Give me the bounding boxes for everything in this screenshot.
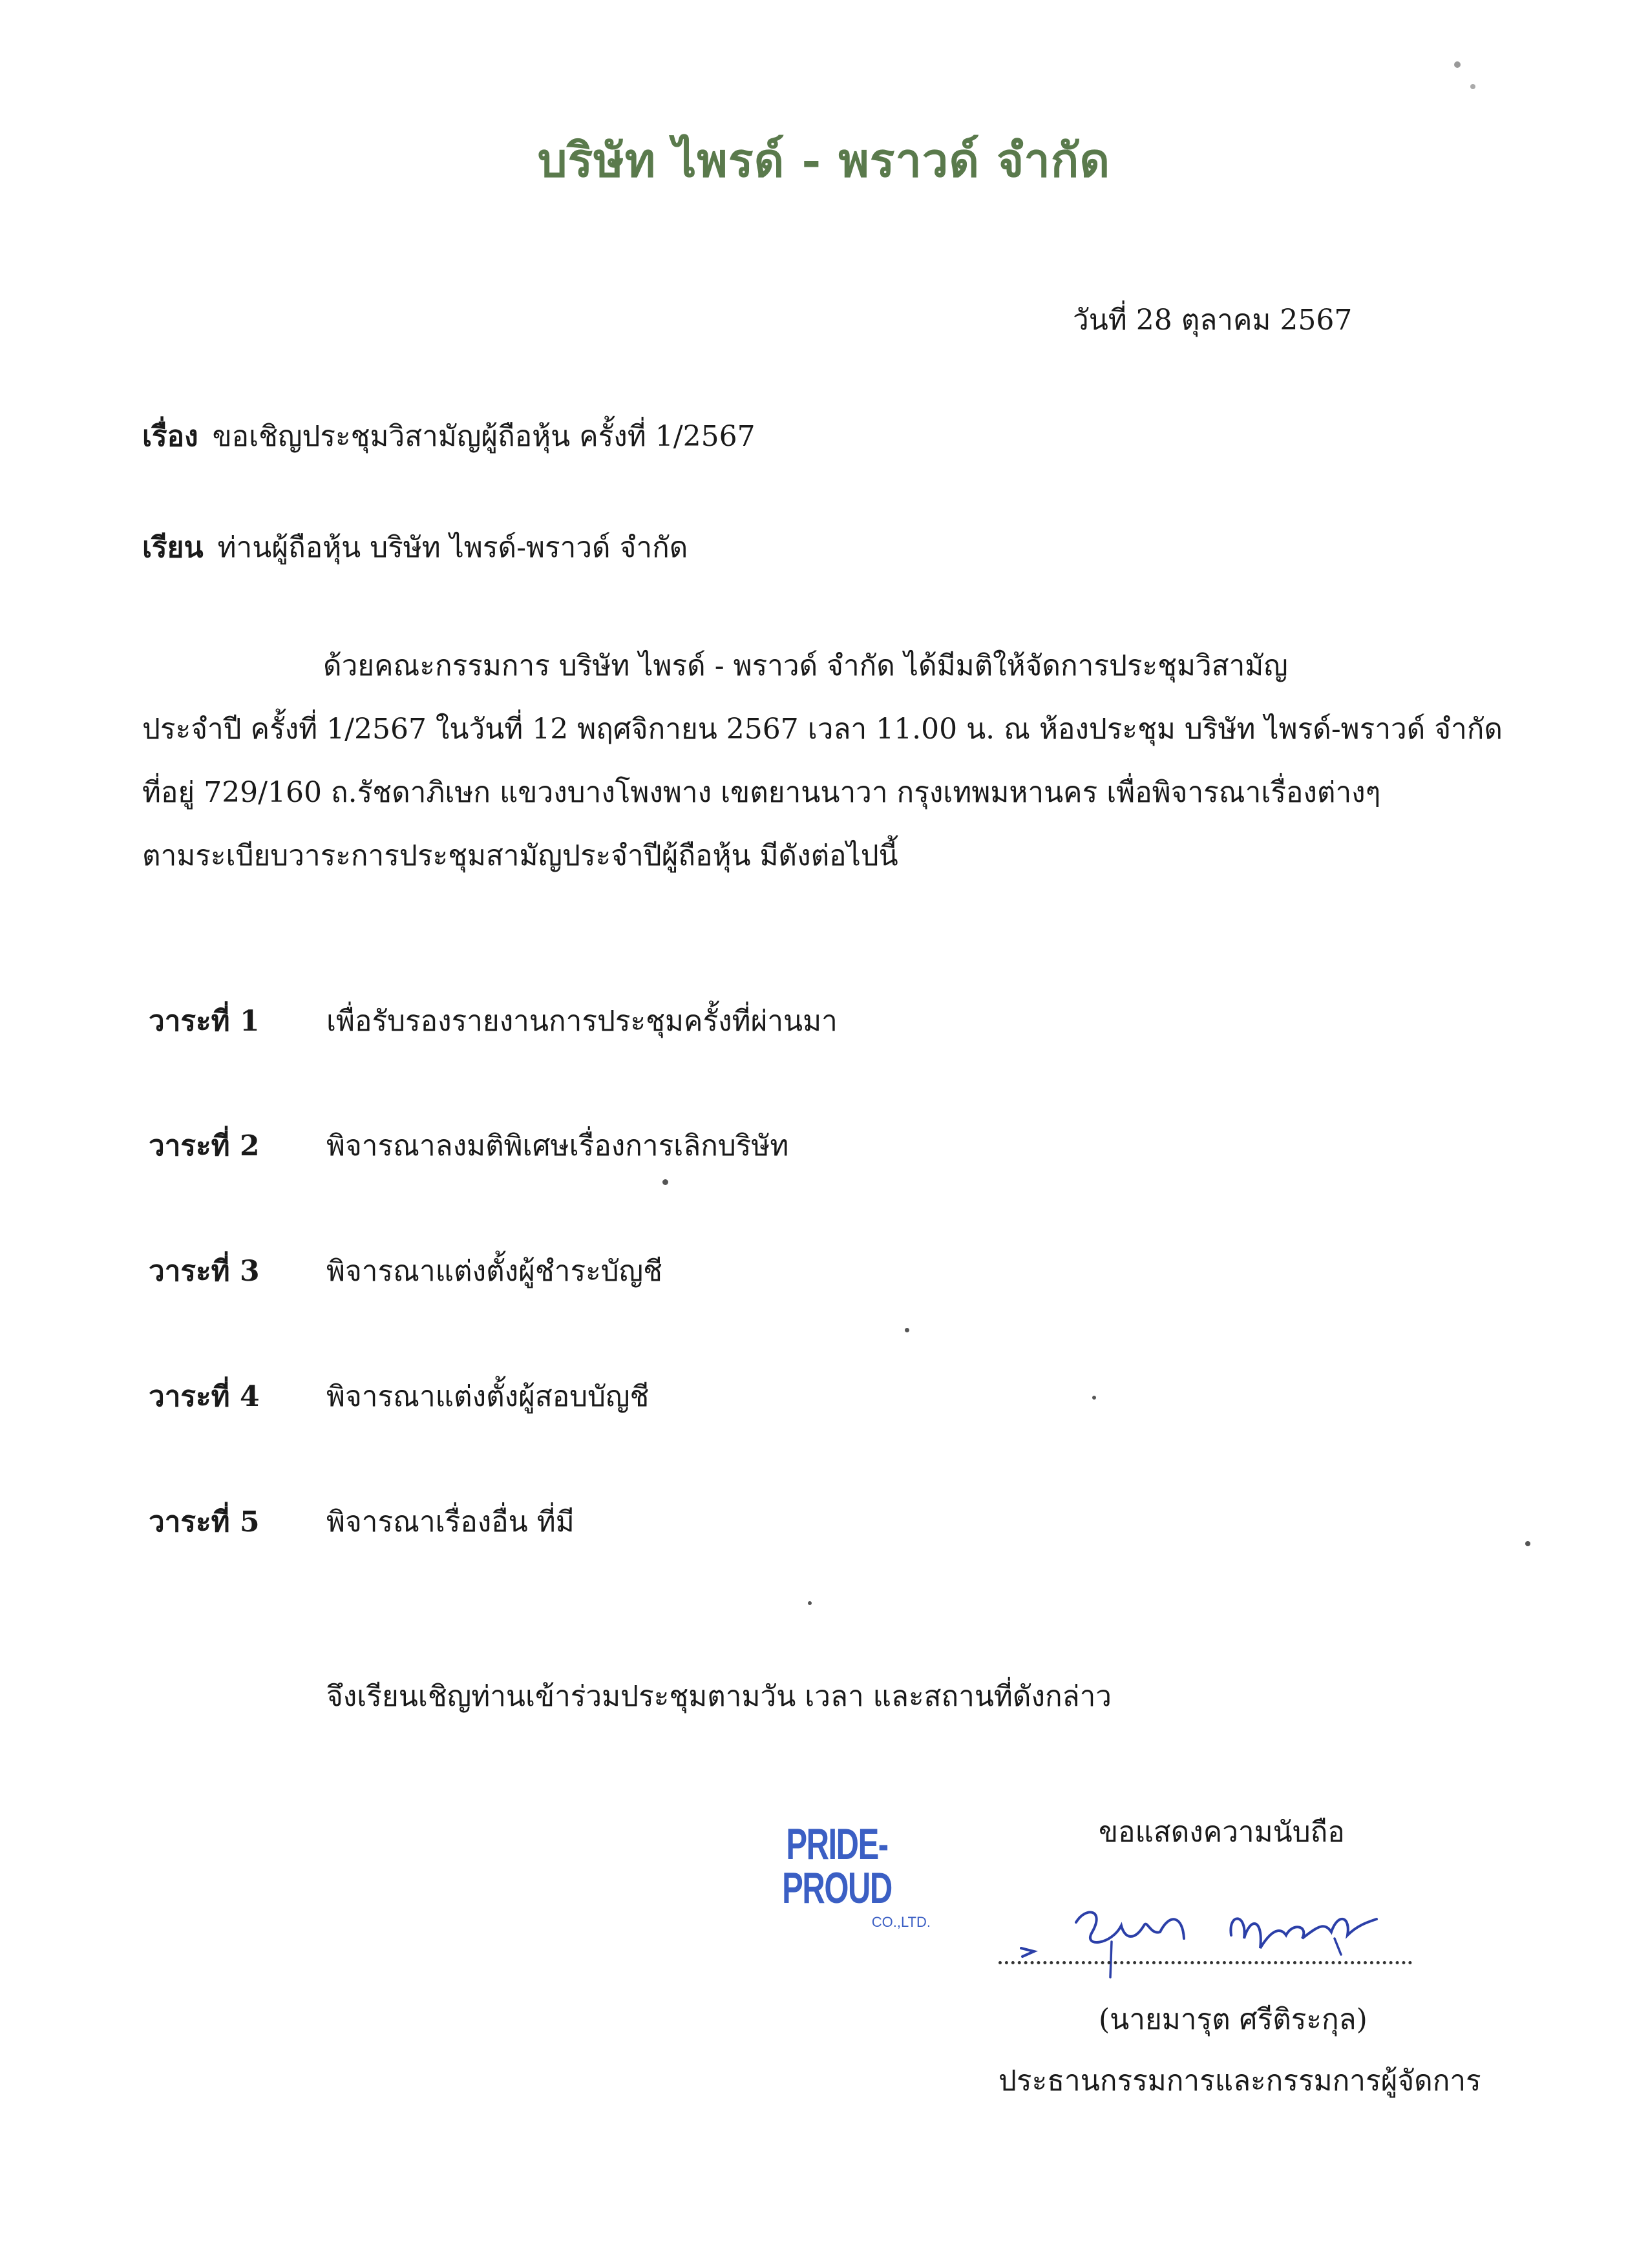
- scan-speck: [1470, 84, 1475, 89]
- agenda-label: วาระที่ 1: [149, 1005, 260, 1038]
- agenda-label: วาระที่ 5: [149, 1506, 260, 1538]
- scan-speck: [808, 1601, 812, 1605]
- scan-speck: [1525, 1541, 1530, 1546]
- agenda-text: เพื่อรับรองรายงานการประชุมครั้งที่ผ่านมา: [326, 1005, 838, 1038]
- recipient-text: ท่านผู้ถือหุ้น บริษัท ไพรด์-พราวด์ จำกัด: [217, 531, 688, 564]
- body-line-4: ตามระเบียบวาระการประชุมสามัญประจำปีผู้ถือหุ้น มีดังต่อไปนี้: [142, 839, 898, 872]
- signature-dotted-line: [998, 1961, 1412, 1964]
- body-line-3: ที่อยู่ 729/160 ถ.รัชดาภิเษก แขวงบางโพงพาง เขตยานนาวา กรุงเทพมหานคร เพื่อพิจารณาเรื่องต่างๆ: [142, 776, 1381, 809]
- agenda-label: วาระที่ 3: [149, 1255, 260, 1288]
- agenda-label: วาระที่ 2: [149, 1129, 260, 1162]
- agenda-text: พิจารณาแต่งตั้งผู้สอบบัญชี: [326, 1380, 650, 1413]
- signer-title: ประธานกรรมการและกรรมการผู้จัดการ: [998, 2064, 1481, 2097]
- company-title: บริษัท ไพรด์ - พราวด์ จำกัด: [537, 132, 1111, 187]
- agenda-text: พิจารณาเรื่องอื่น ที่มี: [326, 1506, 575, 1538]
- handwritten-signature: [1015, 1887, 1415, 1984]
- closing-sentence: จึงเรียนเชิญท่านเข้าร่วมประชุมตามวัน เวลา และสถานที่ดังกล่าว: [326, 1680, 1112, 1713]
- body-line-2: ประจำปี ครั้งที่ 1/2567 ในวันที่ 12 พฤศจิกายน 2567 เวลา 11.00 น. ณ ห้องประชุม บริษัท ไพรด์-พราวด์ จำกัด: [142, 713, 1503, 746]
- scan-speck: [905, 1328, 909, 1332]
- agenda-item-4: [149, 1374, 1441, 1419]
- agenda-item-2: [149, 1123, 1441, 1168]
- agenda-text: พิจารณาแต่งตั้งผู้ชำระบัญชี: [326, 1255, 663, 1288]
- company-stamp: [717, 1822, 956, 1931]
- agenda-text: พิจารณาลงมติพิเศษเรื่องการเลิกบริษัท: [326, 1129, 789, 1162]
- subject-text: ขอเชิญประชุมวิสามัญผู้ถือหุ้น ครั้งที่ 1/2567: [212, 420, 755, 453]
- scan-speck: [1092, 1396, 1096, 1400]
- stamp-main-text: PRIDE-PROUD: [782, 1820, 892, 1913]
- agenda-item-3: [149, 1248, 1441, 1294]
- subject-line: [142, 414, 755, 459]
- agenda-item-1: [149, 998, 1441, 1044]
- scan-speck: [1454, 61, 1461, 68]
- subject-label: เรื่อง: [142, 420, 198, 453]
- agenda-label: วาระที่ 4: [149, 1380, 260, 1413]
- regards-line: ขอแสดงความนับถือ: [1099, 1816, 1345, 1849]
- recipient-label: เรียน: [142, 531, 204, 564]
- signer-name: (นายมารุต ศรีติระกุล): [1099, 2003, 1368, 2036]
- stamp-sub-text: CO.,LTD.: [871, 1914, 931, 1930]
- recipient-line: [142, 525, 688, 570]
- agenda-item-5: [149, 1499, 1441, 1544]
- scan-speck: [662, 1179, 668, 1185]
- body-line-1: ด้วยคณะกรรมการ บริษัท ไพรด์ - พราวด์ จำกัด ได้มีมติให้จัดการประชุมวิสามัญ: [323, 649, 1288, 682]
- letter-date: วันที่ 28 ตุลาคม 2567: [1073, 304, 1353, 337]
